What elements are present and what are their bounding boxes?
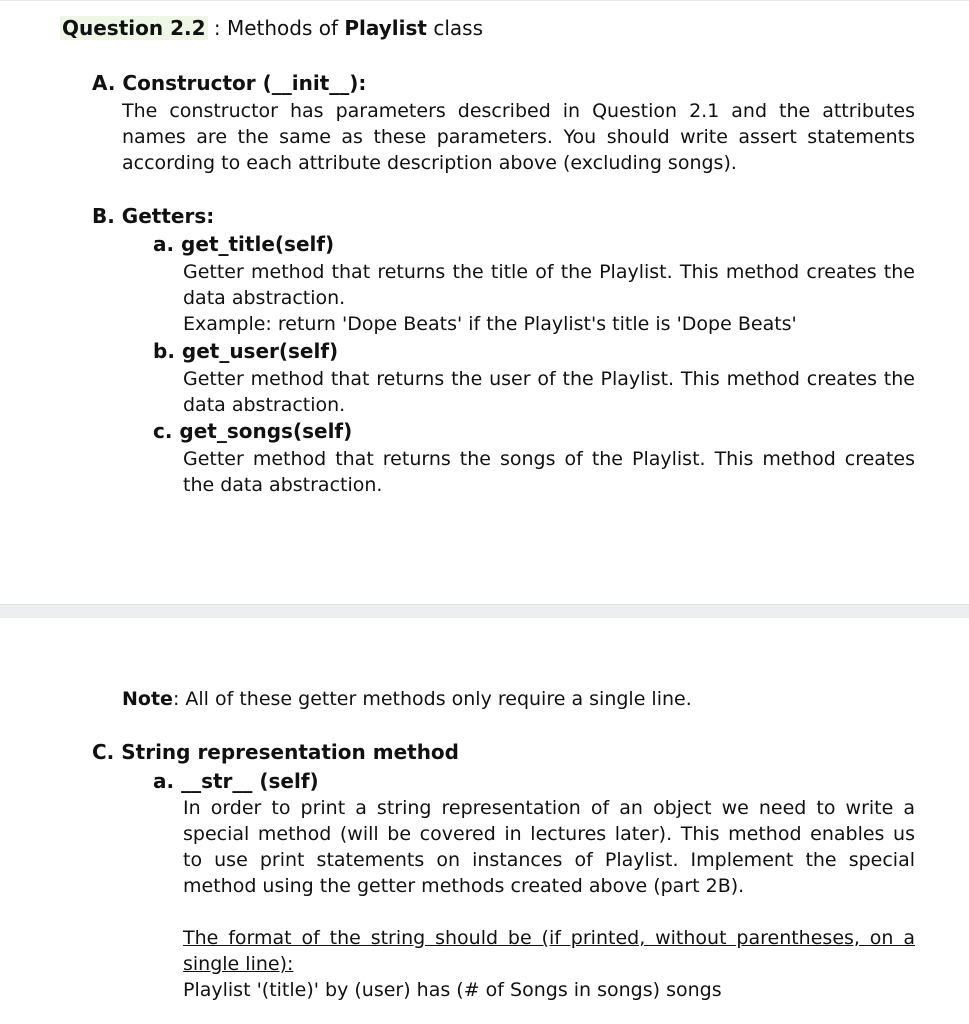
str-line-3: to use print statements on instances of Playlist. Implement the special <box>183 849 915 871</box>
section-b-title: B. Getters: <box>92 204 215 228</box>
section-a-line-1: The constructor has parameters described in Question 2.1 and the attributes <box>122 100 915 122</box>
section-a-line-3: according to each attribute description above (excluding songs). <box>122 152 737 174</box>
getter-a-title: a. get_title(self) <box>153 232 335 256</box>
getter-a-line-1: Getter method that returns the title of the Playlist. This method creates the <box>183 261 915 283</box>
section-a-title: A. Constructor (__init__): <box>92 71 367 95</box>
getter-b-title: b. get_user(self) <box>153 339 339 363</box>
section-c-title: C. String representation method <box>92 740 459 764</box>
str-line-1: In order to print a string representation of an object we need to write a <box>183 797 915 819</box>
question-heading <box>60 15 483 41</box>
class-name: Playlist <box>344 16 427 40</box>
document-page-2 <box>0 618 969 1024</box>
getter-b-line-1: Getter method that returns the user of the Playlist. This method creates the <box>183 368 915 390</box>
question-tail: class <box>426 16 483 40</box>
str-method-prefix: a. <box>153 769 175 793</box>
note-paragraph <box>122 686 692 712</box>
format-line-2: single line): <box>183 953 294 975</box>
page-break <box>0 604 969 619</box>
getter-a-line-2: data abstraction. <box>183 287 346 309</box>
getter-b-line-2: data abstraction. <box>183 394 346 416</box>
str-method-name: __str__ (self) <box>181 769 319 793</box>
getter-a-example: Example: return 'Dope Beats' if the Playlist's title is 'Dope Beats' <box>183 313 797 335</box>
str-line-4: method using the getter methods created above (part 2B). <box>183 875 745 897</box>
str-method-title <box>153 768 319 794</box>
getter-c-line-1: Getter method that returns the songs of the Playlist. This method creates <box>183 448 915 470</box>
str-line-2: special method (will be covered in lectures later). This method enables us <box>183 823 915 845</box>
getter-c-line-2: the data abstraction. <box>183 474 383 496</box>
format-line-1: The format of the string should be (if printed, without parentheses, on a <box>183 927 915 949</box>
note-label: Note <box>122 688 173 710</box>
getter-c-title: c. get_songs(self) <box>153 419 353 443</box>
section-a-line-2: names are the same as these parameters. You should write assert statements <box>122 126 915 148</box>
format-string: Playlist '(title)' by (user) has (# of Songs in songs) songs <box>183 979 722 1001</box>
question-separator: : Methods of <box>207 16 345 40</box>
note-text: : All of these getter methods only require a single line. <box>172 688 692 710</box>
question-label: Question 2.2 <box>62 16 206 40</box>
